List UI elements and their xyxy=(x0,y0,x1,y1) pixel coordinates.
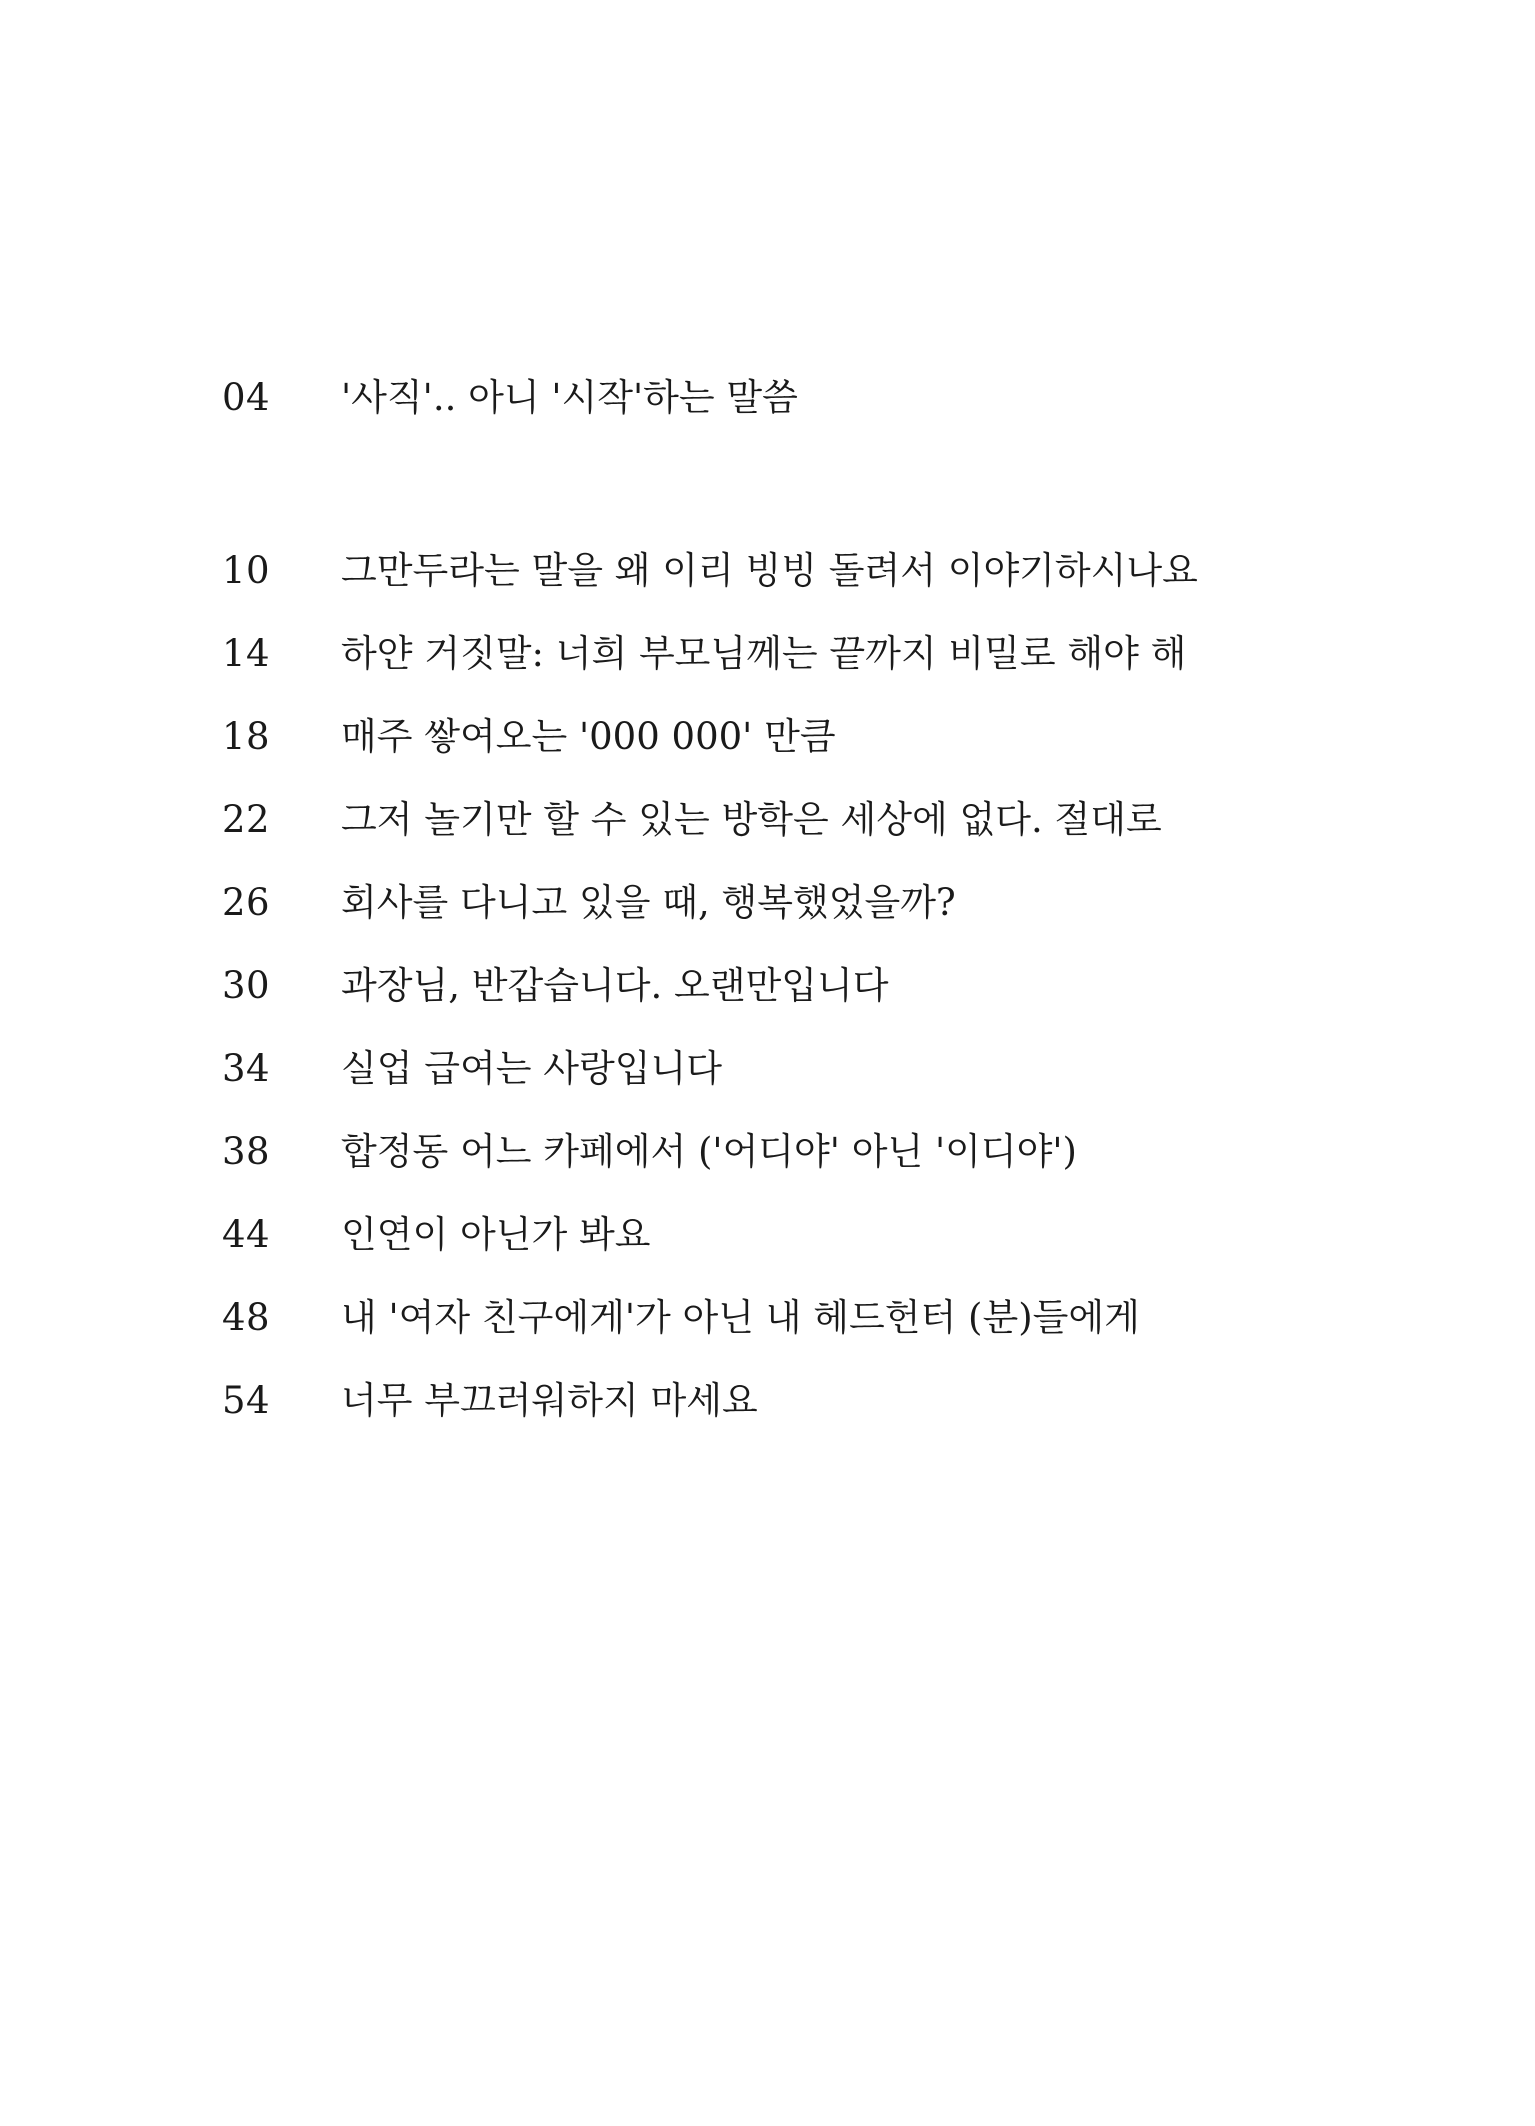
toc-entry-title: 실업 급여는 사랑입니다 xyxy=(341,1047,722,1090)
toc-entry-title: 내 '여자 친구에게'가 아닌 내 헤드헌터 (분)들에게 xyxy=(341,1296,1140,1339)
toc-entry xyxy=(0,1039,1535,1099)
toc-entry-title: 과장님, 반갑습니다. 오랜만입니다 xyxy=(341,964,889,1007)
toc-entry xyxy=(0,1371,1535,1431)
toc-entry xyxy=(0,790,1535,850)
toc-entry-title: 하얀 거짓말: 너희 부모님께는 끝까지 비밀로 해야 해 xyxy=(341,632,1187,675)
toc-page-number: 30 xyxy=(222,964,271,1007)
toc-entry xyxy=(0,1205,1535,1265)
toc-entry-title: 매주 쌓여오는 '000 000' 만큼 xyxy=(341,715,836,758)
toc-entry xyxy=(0,624,1535,684)
toc-entry-title: 합정동 어느 카페에서 ('어디야' 아닌 '이디야') xyxy=(341,1130,1077,1173)
toc-entry-title: 인연이 아닌가 봐요 xyxy=(341,1213,651,1256)
toc-entry xyxy=(0,707,1535,767)
toc-page-number: 26 xyxy=(222,881,271,924)
toc-entry-title: '사직'.. 아니 '시작'하는 말씀 xyxy=(341,376,798,419)
toc-entry xyxy=(0,541,1535,601)
toc-entry xyxy=(0,873,1535,933)
toc-page-number: 10 xyxy=(222,549,271,592)
toc-entry-title: 너무 부끄러워하지 마세요 xyxy=(341,1379,758,1422)
toc-entry xyxy=(0,368,1535,428)
toc-page-number: 54 xyxy=(222,1379,271,1422)
toc-page-number: 22 xyxy=(222,798,271,841)
toc-entry-title: 그저 놀기만 할 수 있는 방학은 세상에 없다. 절대로 xyxy=(341,798,1162,841)
toc-page-number: 04 xyxy=(222,376,271,419)
toc-entry xyxy=(0,1122,1535,1182)
toc-page-number: 34 xyxy=(222,1047,271,1090)
toc-page-number: 14 xyxy=(222,632,271,675)
toc-entry xyxy=(0,956,1535,1016)
toc-page-number: 44 xyxy=(222,1213,271,1256)
toc-page-number: 18 xyxy=(222,715,271,758)
toc-entry-title: 그만두라는 말을 왜 이리 빙빙 돌려서 이야기하시나요 xyxy=(341,549,1198,592)
toc-entry-title: 회사를 다니고 있을 때, 행복했었을까? xyxy=(341,881,956,924)
toc-entry xyxy=(0,1288,1535,1348)
toc-page-number: 38 xyxy=(222,1130,271,1173)
toc-page-number: 48 xyxy=(222,1296,271,1339)
